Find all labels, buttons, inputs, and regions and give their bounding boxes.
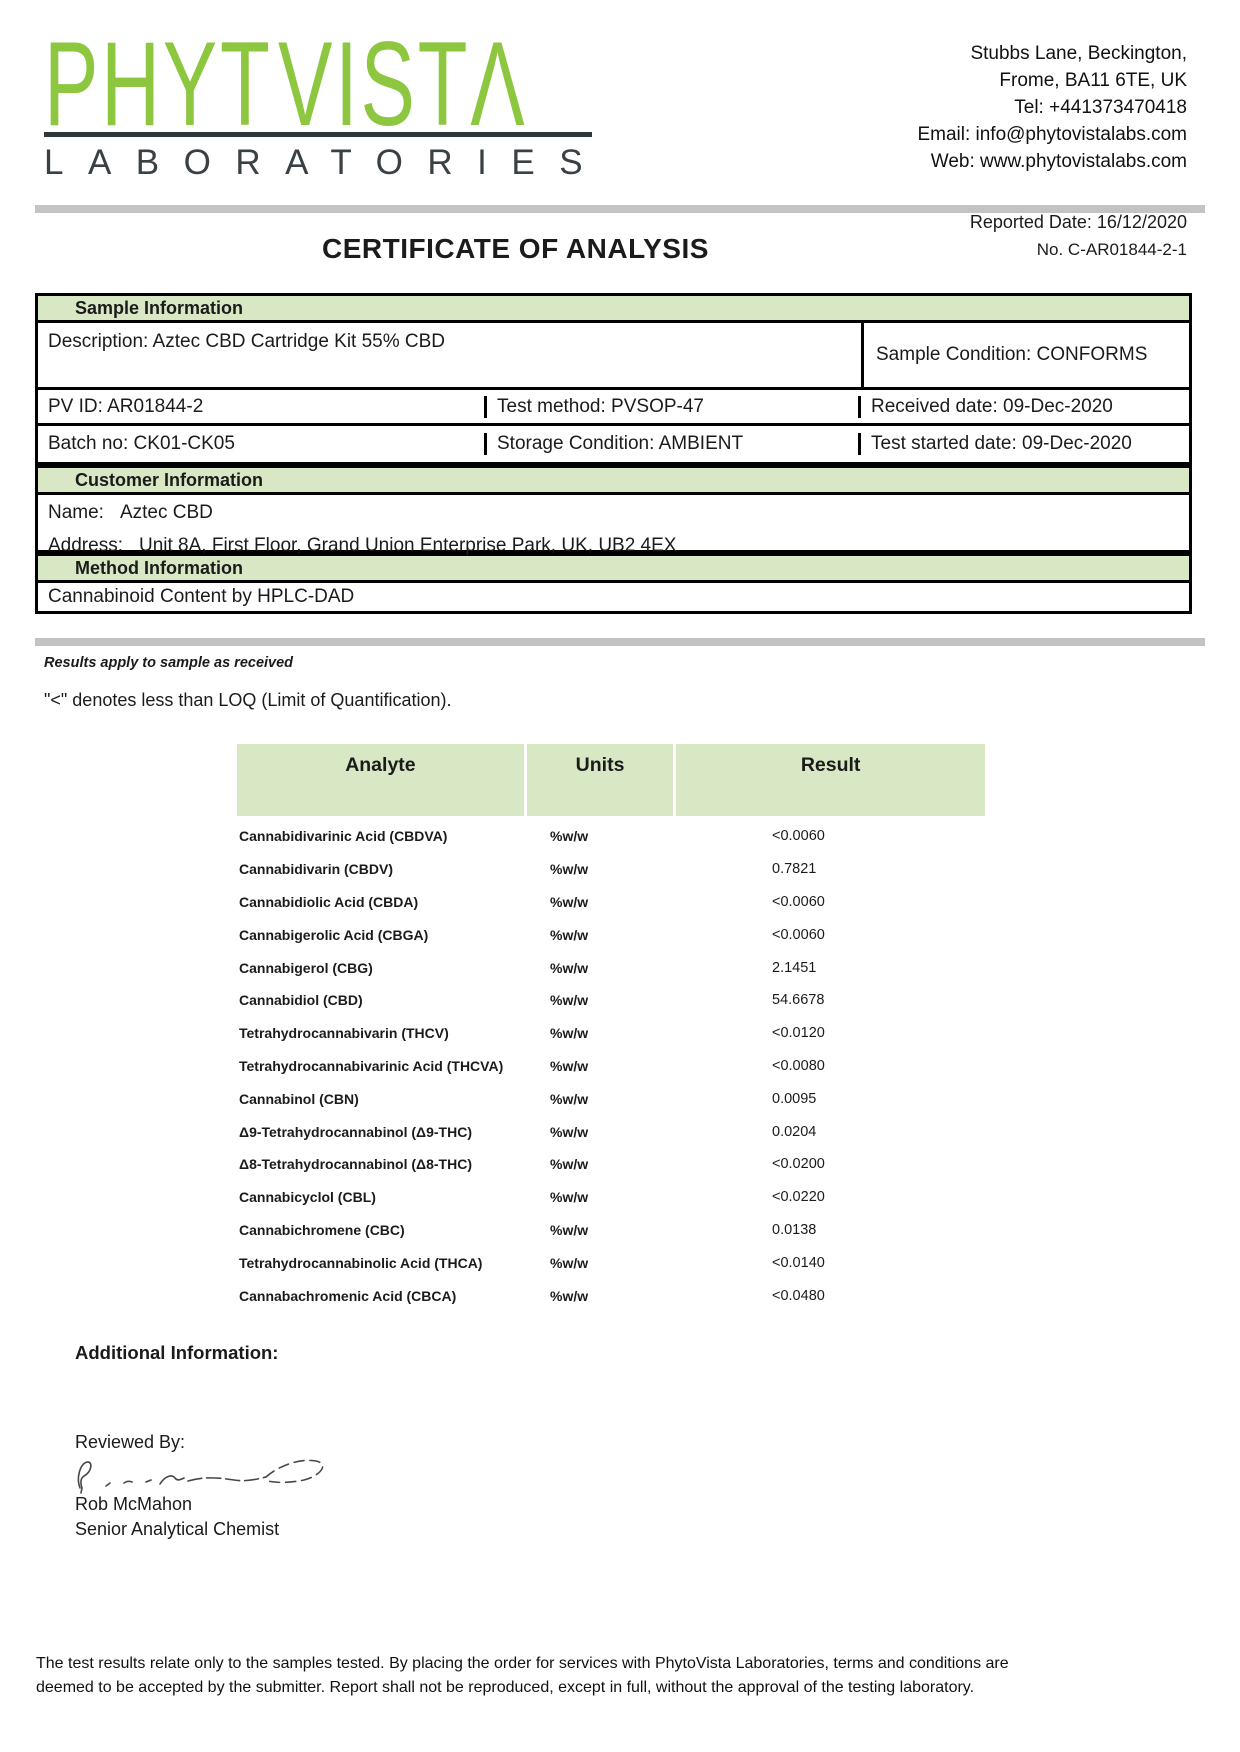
sample-condition: Sample Condition: CONFORMS xyxy=(876,344,1148,365)
table-row xyxy=(237,1214,985,1247)
table-row xyxy=(237,1246,985,1279)
result-cell: 0.0138 xyxy=(772,1221,817,1238)
customer-name xyxy=(48,502,1179,524)
sample-description-row xyxy=(38,323,1189,387)
customer-information-header: Customer Information xyxy=(38,468,1189,495)
signature-image xyxy=(68,1448,338,1500)
units-cell: %w/w xyxy=(550,1156,589,1173)
customer-address-value: Unit 8A, First Floor, Grand Union Enterprise Park, UK, UB2 4EX xyxy=(138,535,677,556)
analyte-cell: Cannabidivarin (CBDV) xyxy=(239,861,394,878)
customer-address-label: Address: xyxy=(48,535,123,556)
result-cell: 54.6678 xyxy=(772,992,825,1009)
lab-email: Email: info@phytovistalabs.com xyxy=(917,124,1187,145)
table-row xyxy=(237,984,985,1017)
pv-id: PV ID: AR01844-2 xyxy=(38,396,487,418)
analyte-cell: Cannabigerolic Acid (CBGA) xyxy=(239,926,429,943)
footer-line-2: deemed to be accepted by the submitter. Report shall not be reproduced, except in full, without the approval of the testing laboratory. xyxy=(36,1678,975,1696)
table-row xyxy=(237,1181,985,1214)
sample-information-header: Sample Information xyxy=(38,296,1189,323)
units-cell: %w/w xyxy=(550,1287,589,1304)
result-cell: 0.7821 xyxy=(772,861,817,878)
result-cell: <0.0060 xyxy=(772,926,825,943)
result-cell: 0.0204 xyxy=(772,1123,817,1140)
results-table-header xyxy=(237,744,985,816)
result-cell: <0.0120 xyxy=(772,1025,825,1042)
method-information-table xyxy=(35,553,1192,614)
units-cell: %w/w xyxy=(550,1025,589,1042)
table-row xyxy=(237,820,985,853)
footer-disclaimer xyxy=(36,1652,1201,1699)
received-date: Received date: 09-Dec-2020 xyxy=(871,395,1113,417)
customer-details xyxy=(38,495,1189,556)
analyte-cell: Cannabinol (CBN) xyxy=(239,1090,359,1107)
reviewer-title: Senior Analytical Chemist xyxy=(75,1519,280,1539)
reviewer-name: Rob McMahon xyxy=(75,1494,193,1514)
units-cell: %w/w xyxy=(550,861,589,878)
units-cell: %w/w xyxy=(550,1123,589,1140)
column-header-units: Units xyxy=(527,744,673,816)
phytovista-logo xyxy=(44,17,608,183)
table-row xyxy=(237,1050,985,1083)
page-title: CERTIFICATE OF ANALYSIS xyxy=(322,233,709,264)
table-row xyxy=(237,1017,985,1050)
units-cell: %w/w xyxy=(550,893,589,910)
batch-number: Batch no: CK01-CK05 xyxy=(38,433,487,455)
report-number: No. C-AR01844-2-1 xyxy=(1036,240,1187,259)
analyte-cell: Cannabicyclol (CBL) xyxy=(239,1189,376,1206)
analyte-cell: Tetrahydrocannabinolic Acid (THCA) xyxy=(239,1254,483,1271)
analyte-cell: Cannabidiolic Acid (CBDA) xyxy=(239,893,419,910)
units-cell: %w/w xyxy=(550,959,589,976)
units-cell: %w/w xyxy=(550,926,589,943)
sample-information-table xyxy=(35,293,1192,465)
result-cell: <0.0060 xyxy=(772,893,825,910)
method-description: Cannabinoid Content by HPLC-DAD xyxy=(48,586,355,607)
lab-address-line-1: Stubbs Lane, Beckington, xyxy=(970,43,1187,64)
units-cell: %w/w xyxy=(550,1221,589,1238)
analyte-cell: Δ8-Tetrahydrocannabinol (Δ8-THC) xyxy=(239,1156,472,1173)
results-basis-note: Results apply to sample as received xyxy=(44,655,294,671)
units-cell: %w/w xyxy=(550,1090,589,1107)
logo-wordmark xyxy=(44,17,528,151)
method-information-header: Method Information xyxy=(38,556,1189,583)
lab-contact-block xyxy=(917,40,1187,175)
reviewed-by-label: Reviewed By: xyxy=(75,1432,186,1452)
loq-note: "<" denotes less than LOQ (Limit of Quantification). xyxy=(44,690,452,710)
logo-text-left: PHYT xyxy=(44,17,273,151)
section-divider-bar xyxy=(35,638,1205,646)
table-row xyxy=(237,1082,985,1115)
lab-website: Web: www.phytovistalabs.com xyxy=(930,151,1187,172)
result-cell: <0.0200 xyxy=(772,1156,825,1173)
sample-batch-row xyxy=(38,423,1189,462)
units-cell: %w/w xyxy=(550,1254,589,1271)
result-cell: <0.0480 xyxy=(772,1287,825,1304)
storage-condition: Storage Condition: AMBIENT xyxy=(487,433,861,455)
sample-description: Description: Aztec CBD Cartridge Kit 55% CBD xyxy=(38,323,864,387)
lab-phone: Tel: +441373470418 xyxy=(1014,97,1187,118)
analyte-cell: Tetrahydrocannabivarinic Acid (THCVA) xyxy=(239,1057,504,1074)
result-cell: 0.0095 xyxy=(772,1090,817,1107)
table-row xyxy=(237,918,985,951)
logo-text-right: VISTΛ xyxy=(277,17,528,151)
sample-ids-row xyxy=(38,387,1189,423)
result-cell: <0.0220 xyxy=(772,1189,825,1206)
footer-line-1: The test results relate only to the samples tested. By placing the order for services with PhytoVista Laboratories, terms and conditions are xyxy=(36,1655,1009,1672)
table-row xyxy=(237,1148,985,1181)
analyte-cell: Cannabachromenic Acid (CBCA) xyxy=(239,1287,457,1304)
units-cell: %w/w xyxy=(550,1057,589,1074)
test-method: Test method: PVSOP-47 xyxy=(487,396,861,418)
result-cell: 2.1451 xyxy=(772,959,817,976)
units-cell: %w/w xyxy=(550,992,589,1009)
reported-date: Reported Date: 16/12/2020 xyxy=(969,212,1187,232)
result-cell: <0.0080 xyxy=(772,1057,825,1074)
logo-subtitle: LABORATORIES xyxy=(44,143,608,182)
analyte-cell: Δ9-Tetrahydrocannabinol (Δ9-THC) xyxy=(239,1123,472,1140)
table-row xyxy=(237,951,985,984)
info-tables xyxy=(35,293,1192,614)
column-header-result: Result xyxy=(676,744,985,816)
customer-information-table xyxy=(35,465,1192,556)
table-row xyxy=(237,886,985,919)
additional-information-label: Additional Information: xyxy=(75,1342,279,1363)
units-cell: %w/w xyxy=(550,828,589,845)
analyte-cell: Cannabidivarinic Acid (CBDVA) xyxy=(239,828,448,845)
customer-name-value: Aztec CBD xyxy=(119,502,213,523)
lab-address-line-2: Frome, BA11 6TE, UK xyxy=(999,70,1187,91)
results-table xyxy=(237,744,985,1312)
results-table-body xyxy=(237,820,985,1312)
table-row xyxy=(237,1115,985,1148)
customer-name-label: Name: xyxy=(48,502,104,523)
analyte-cell: Cannabichromene (CBC) xyxy=(239,1221,405,1238)
column-header-analyte: Analyte xyxy=(237,744,524,816)
units-cell: %w/w xyxy=(550,1189,589,1206)
table-row xyxy=(237,1279,985,1312)
analyte-cell: Tetrahydrocannabivarin (THCV) xyxy=(239,1025,449,1042)
test-started-date: Test started date: 09-Dec-2020 xyxy=(871,433,1132,454)
analyte-cell: Cannabigerol (CBG) xyxy=(239,959,373,976)
result-cell: <0.0060 xyxy=(772,828,825,845)
result-cell: <0.0140 xyxy=(772,1254,825,1271)
analyte-cell: Cannabidiol (CBD) xyxy=(239,992,363,1009)
table-row xyxy=(237,853,985,886)
